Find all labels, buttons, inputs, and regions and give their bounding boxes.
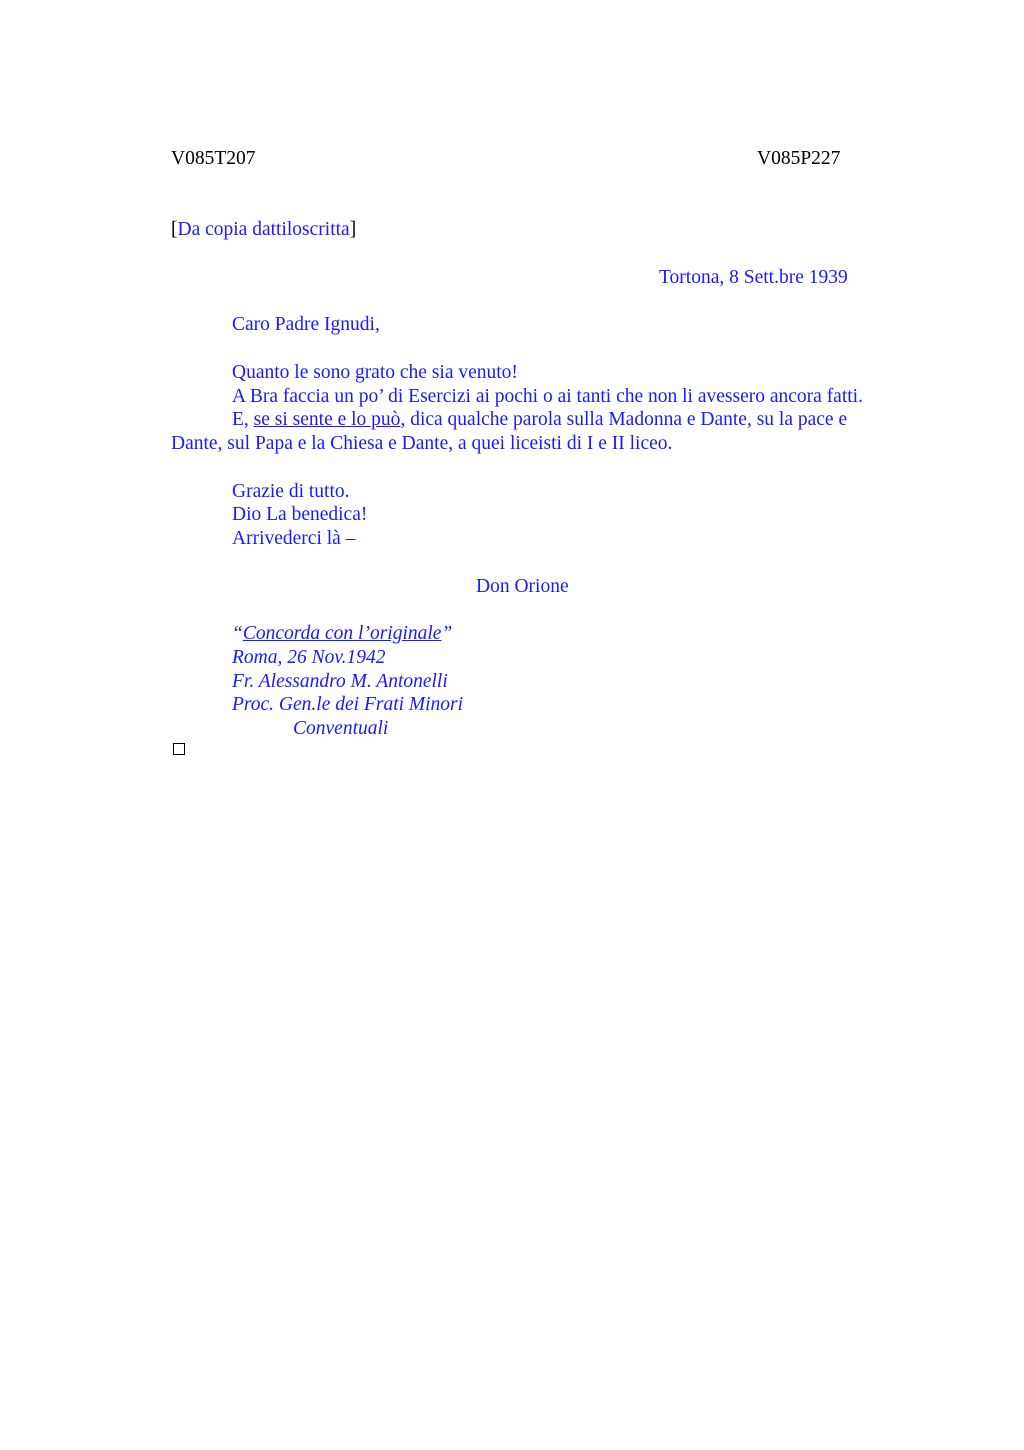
- certification-quote-text: Concorda con l’originale: [242, 623, 442, 644]
- body-line-3-suffix: , dica qualche parola sulla Madonna e Dante, su la pace e: [400, 409, 848, 430]
- certification-quote-open: “: [232, 623, 243, 644]
- closing-line-2: Dio La benedica!: [232, 504, 368, 525]
- signature: Don Orione: [476, 576, 569, 597]
- source-note-text: Da copia dattiloscritta: [177, 219, 350, 240]
- body-line-3: [232, 408, 847, 432]
- checkbox-icon: [173, 743, 185, 755]
- closing-line-3: Arrivederci là –: [232, 528, 356, 549]
- certification-name: Fr. Alessandro M. Antonelli: [232, 671, 448, 692]
- body-line-4: Dante, sul Papa e la Chiesa e Dante, a quei liceisti di I e II liceo.: [171, 433, 673, 454]
- body-line-2: A Bra faccia un po’ di Esercizi ai pochi o ai tanti che non li avessero ancora fatti.: [232, 386, 863, 407]
- source-note: [171, 218, 356, 242]
- dateline: Tortona, 8 Sett.bre 1939: [659, 267, 848, 288]
- source-note-close-bracket: ]: [349, 219, 357, 240]
- source-note-open-bracket: [: [171, 219, 178, 240]
- salutation: Caro Padre Ignudi,: [232, 314, 380, 335]
- body-line-3-prefix: E,: [232, 409, 254, 430]
- body-line-3-underlined: se si sente e lo può: [253, 409, 401, 430]
- certification-order: Conventuali: [293, 718, 389, 739]
- certification-title: Proc. Gen.le dei Frati Minori: [232, 694, 464, 715]
- document-code-right: V085P227: [757, 148, 841, 169]
- certification-place-date: Roma, 26 Nov.1942: [232, 647, 386, 668]
- closing-line-1: Grazie di tutto.: [232, 481, 350, 502]
- body-line-1: Quanto le sono grato che sia venuto!: [232, 362, 518, 383]
- certification-quote-close: ”: [441, 623, 453, 644]
- document-code-left: V085T207: [171, 148, 256, 169]
- certification-quote: [232, 622, 452, 646]
